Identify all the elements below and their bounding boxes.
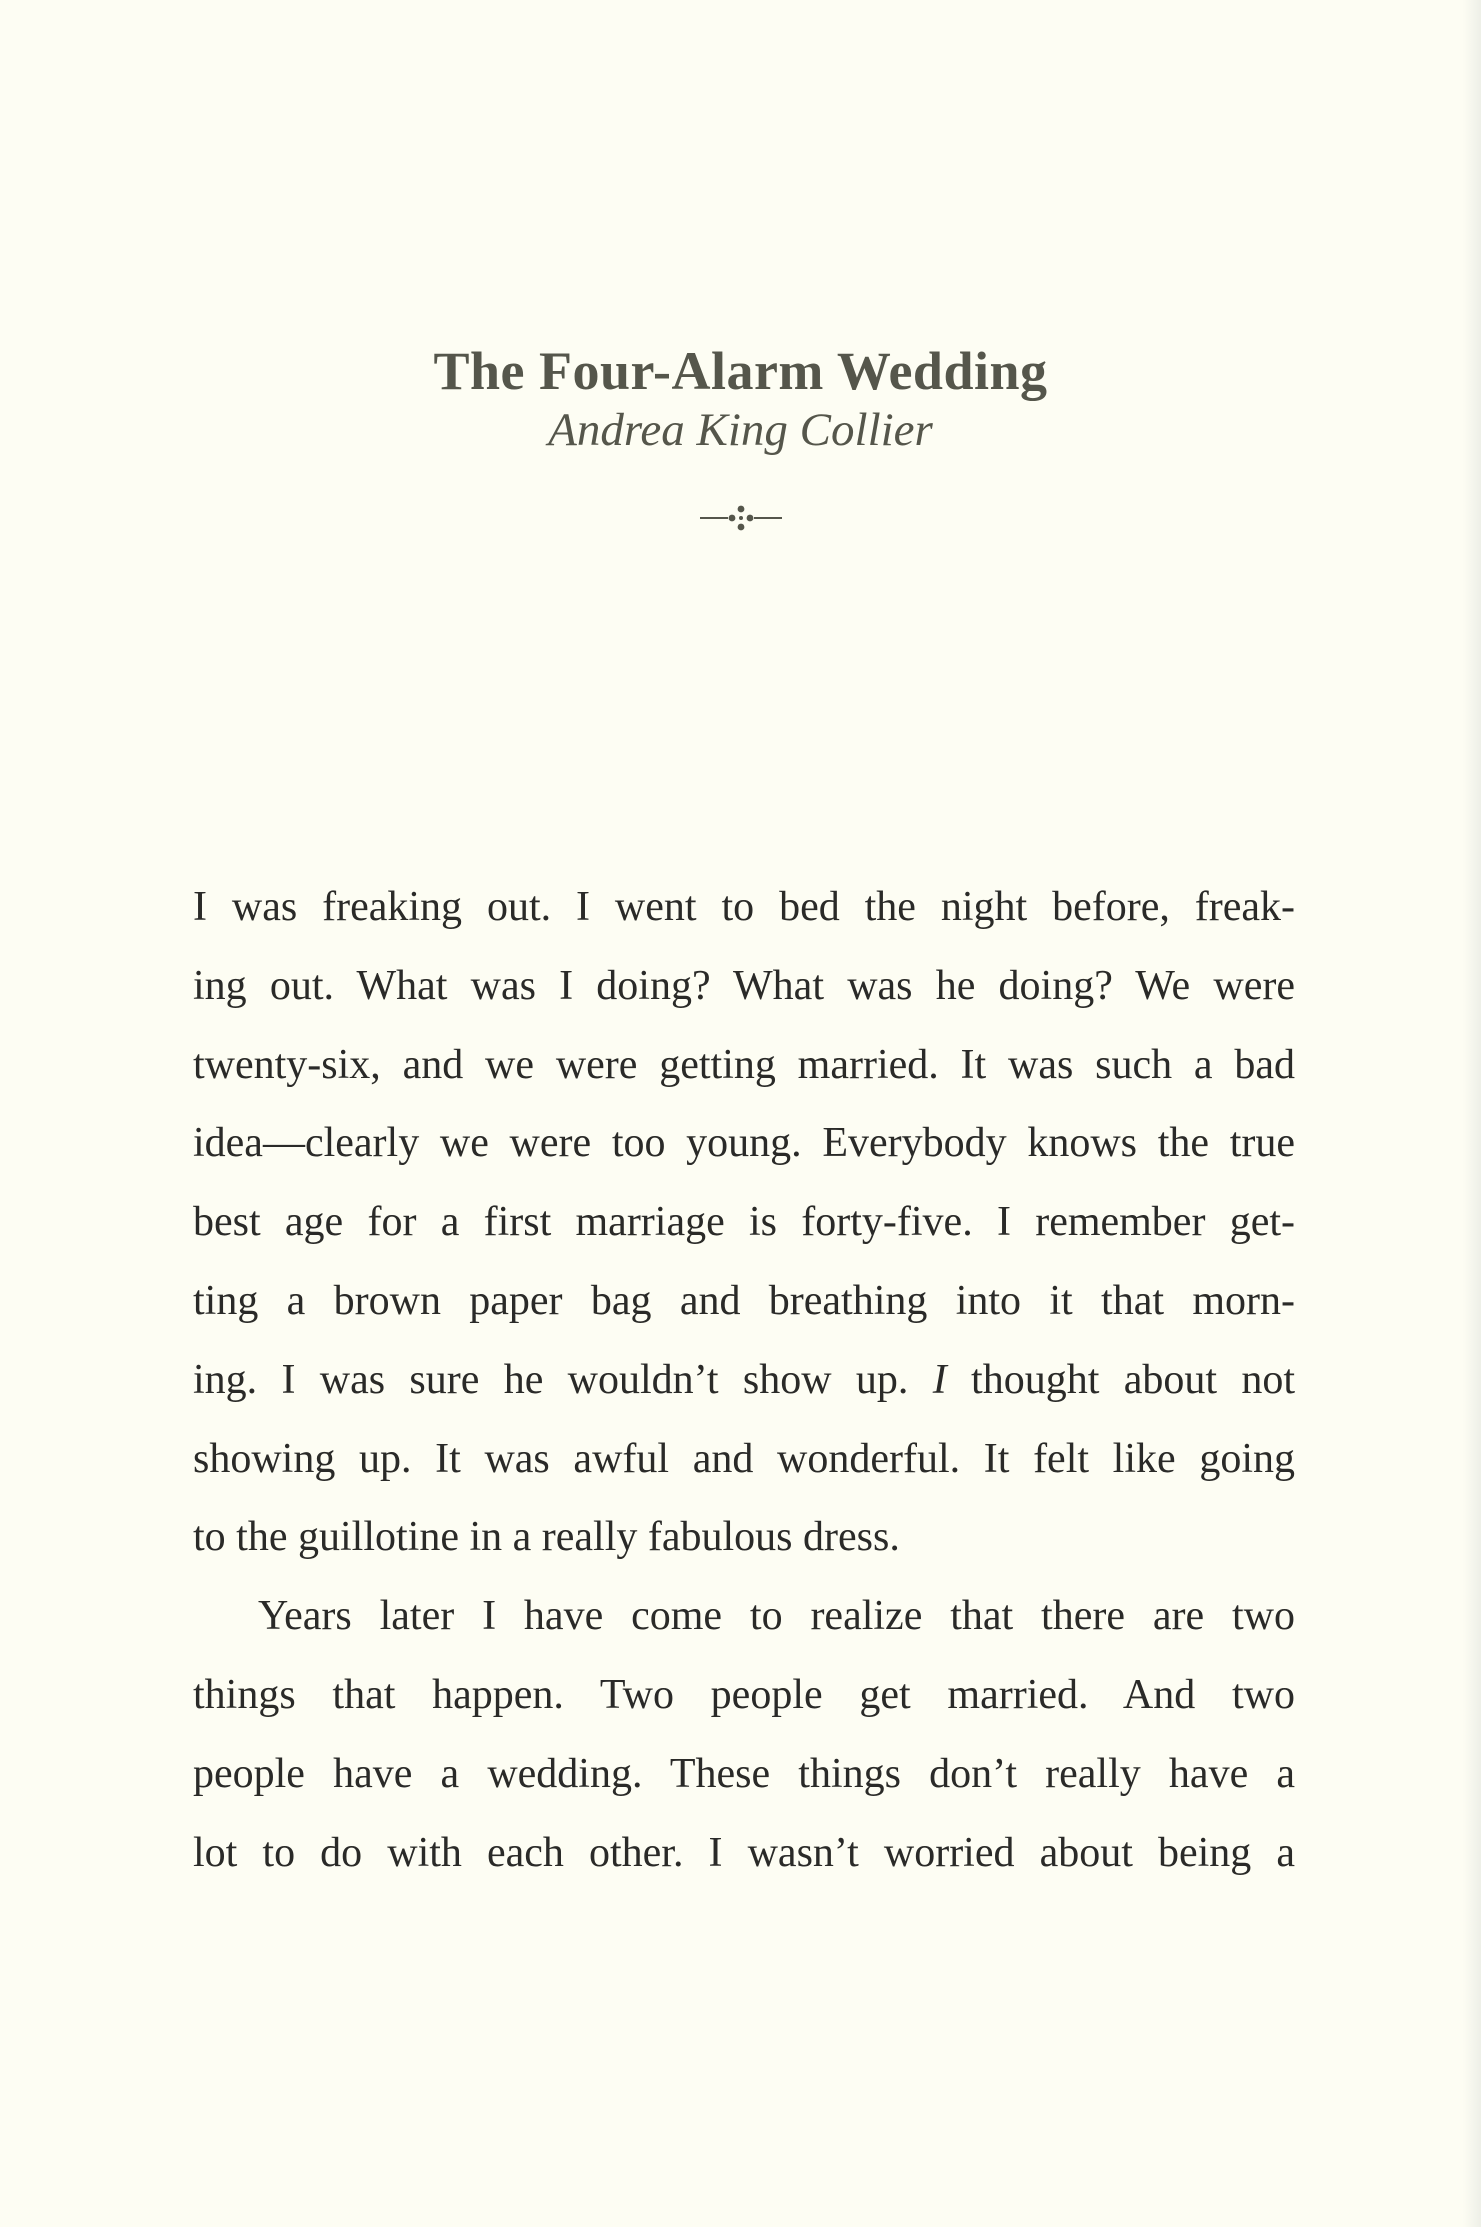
text-line: ing out. What was I doing? What was he doing? We were bbox=[193, 962, 1295, 1009]
text-line: idea—clearly we were too young. Everybody knows the true bbox=[193, 1120, 1295, 1167]
paragraph bbox=[193, 1577, 1295, 1892]
paragraph bbox=[193, 868, 1295, 1577]
text-line: I was freaking out. I went to bed the night before, freak- bbox=[193, 884, 1295, 930]
fleuron-ornament-icon bbox=[698, 503, 784, 533]
text-line: lot to do with each other. I wasn’t worried about being a bbox=[193, 1829, 1295, 1876]
text-line: showing up. It was awful and wonderful. It felt like going bbox=[193, 1435, 1295, 1482]
chapter-title: The Four-Alarm Wedding bbox=[433, 341, 1048, 402]
text-segment: ing. I was sure he wouldn’t show up. bbox=[193, 1356, 933, 1403]
chapter-author: Andrea King Collier bbox=[548, 404, 933, 456]
text-line: best age for a first marriage is forty-five. I remember get- bbox=[193, 1199, 1295, 1246]
text-line: things that happen. Two people get married. And two bbox=[193, 1671, 1295, 1718]
text-line: ting a brown paper bag and breathing into it that morn- bbox=[193, 1277, 1295, 1324]
page-edge-shadow bbox=[1463, 0, 1481, 2227]
text-line: to the guillotine in a really fabulous dress. bbox=[193, 1514, 900, 1561]
text-line: Years later I have come to realize that there are two bbox=[258, 1593, 1295, 1640]
emphasis-word: I bbox=[932, 1356, 947, 1403]
text-segment: thought about not bbox=[946, 1356, 1295, 1403]
text-line bbox=[193, 1341, 1295, 1420]
text-line: people have a wedding. These things don’t really have a bbox=[193, 1750, 1295, 1797]
text-line: twenty-six, and we were getting married. It was such a bad bbox=[193, 1041, 1295, 1088]
body-text bbox=[193, 868, 1295, 1892]
